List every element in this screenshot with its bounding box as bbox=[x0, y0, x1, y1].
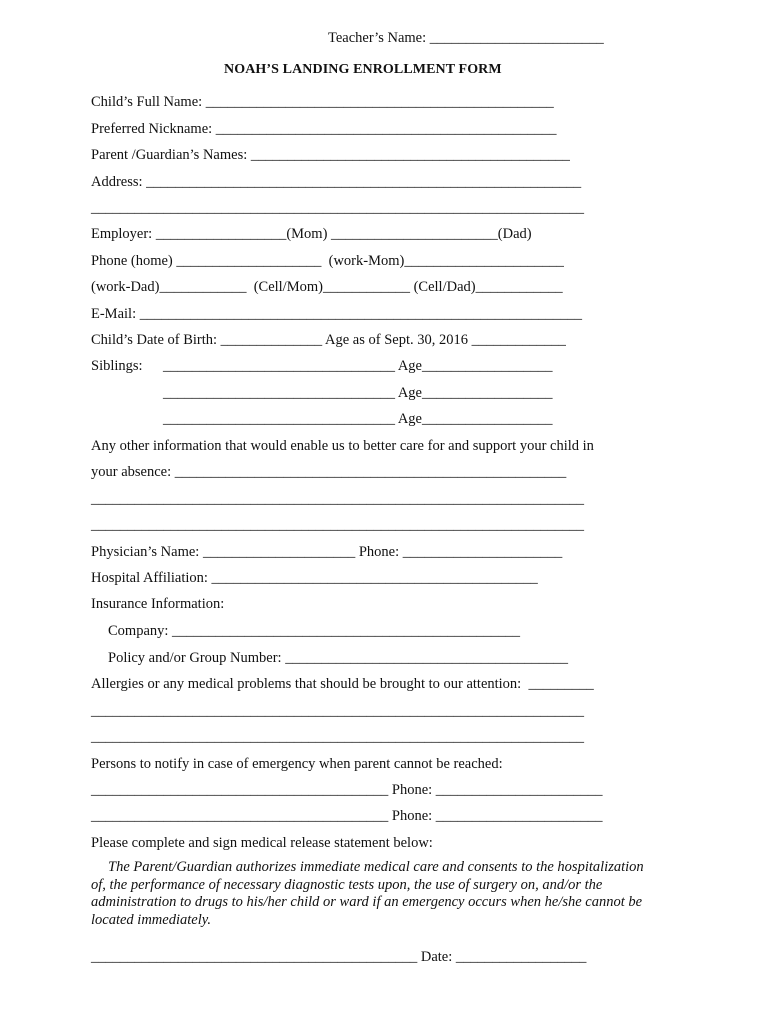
medical-release-statement: The Parent/Guardian authorizes immediate medical care and consents to the hospitalization of, the performance of necessary diagnostic tests upon, the use of surgery on, and/or the administration to drugs to his/her child or ward if an emergency occurs when he/she cannot be located immediately. bbox=[91, 859, 644, 928]
policy-number-field: Policy and/or Group Number: _______________________________________ bbox=[108, 650, 568, 666]
phone-work-dad-cell-field: (work-Dad)____________ (Cell/Mom)____________ (Cell/Dad)____________ bbox=[91, 279, 563, 295]
sibling-line: ________________________________ Age__________________ bbox=[163, 385, 553, 401]
medical-release-label: Please complete and sign medical release statement below: bbox=[91, 835, 433, 851]
emergency-contacts-label: Persons to notify in case of emergency when parent cannot be reached: bbox=[91, 756, 503, 772]
hospital-affiliation-field: Hospital Affiliation: _____________________________________________ bbox=[91, 570, 538, 586]
signature-date-line: _____________________________________________ Date: __________________ bbox=[91, 949, 587, 965]
emergency-contact-line: _________________________________________ Phone: _______________________ bbox=[91, 808, 603, 824]
email-field: E-Mail: _____________________________________________________________ bbox=[91, 306, 582, 322]
other-info-prompt: Any other information that would enable us to better care for and support your child in bbox=[91, 438, 594, 454]
form-title: NOAH’S LANDING ENROLLMENT FORM bbox=[224, 62, 502, 77]
other-info-line: ____________________________________________________________________ bbox=[91, 517, 584, 533]
allergies-line: ____________________________________________________________________ bbox=[91, 703, 584, 719]
address-line-2: ____________________________________________________________________ bbox=[91, 200, 584, 216]
child-full-name-field: Child’s Full Name: ________________________________________________ bbox=[91, 94, 554, 110]
employer-field: Employer: __________________(Mom) _______________________(Dad) bbox=[91, 226, 532, 242]
phone-home-work-mom-field: Phone (home) ____________________ (work-Mom)______________________ bbox=[91, 253, 564, 269]
allergies-field: Allergies or any medical problems that should be brought to our attention: _________ bbox=[91, 676, 594, 692]
allergies-line: ____________________________________________________________________ bbox=[91, 729, 584, 745]
siblings-label: Siblings: bbox=[91, 358, 143, 374]
insurance-label: Insurance Information: bbox=[91, 596, 225, 612]
other-info-field: your absence: ______________________________________________________ bbox=[91, 464, 567, 480]
preferred-nickname-field: Preferred Nickname: _______________________________________________ bbox=[91, 121, 557, 137]
address-field: Address: ____________________________________________________________ bbox=[91, 174, 582, 190]
insurance-company-field: Company: ________________________________________________ bbox=[108, 623, 521, 639]
teacher-name-line: Teacher’s Name: ________________________ bbox=[328, 30, 604, 46]
sibling-line: ________________________________ Age__________________ bbox=[163, 358, 553, 374]
date-of-birth-field: Child’s Date of Birth: ______________ Age as of Sept. 30, 2016 _____________ bbox=[91, 332, 566, 348]
sibling-line: ________________________________ Age__________________ bbox=[163, 411, 553, 427]
emergency-contact-line: _________________________________________ Phone: _______________________ bbox=[91, 782, 603, 798]
physician-field: Physician’s Name: _____________________ Phone: ______________________ bbox=[91, 544, 563, 560]
other-info-line: ____________________________________________________________________ bbox=[91, 491, 584, 507]
parent-guardian-names-field: Parent /Guardian’s Names: ____________________________________________ bbox=[91, 147, 570, 163]
